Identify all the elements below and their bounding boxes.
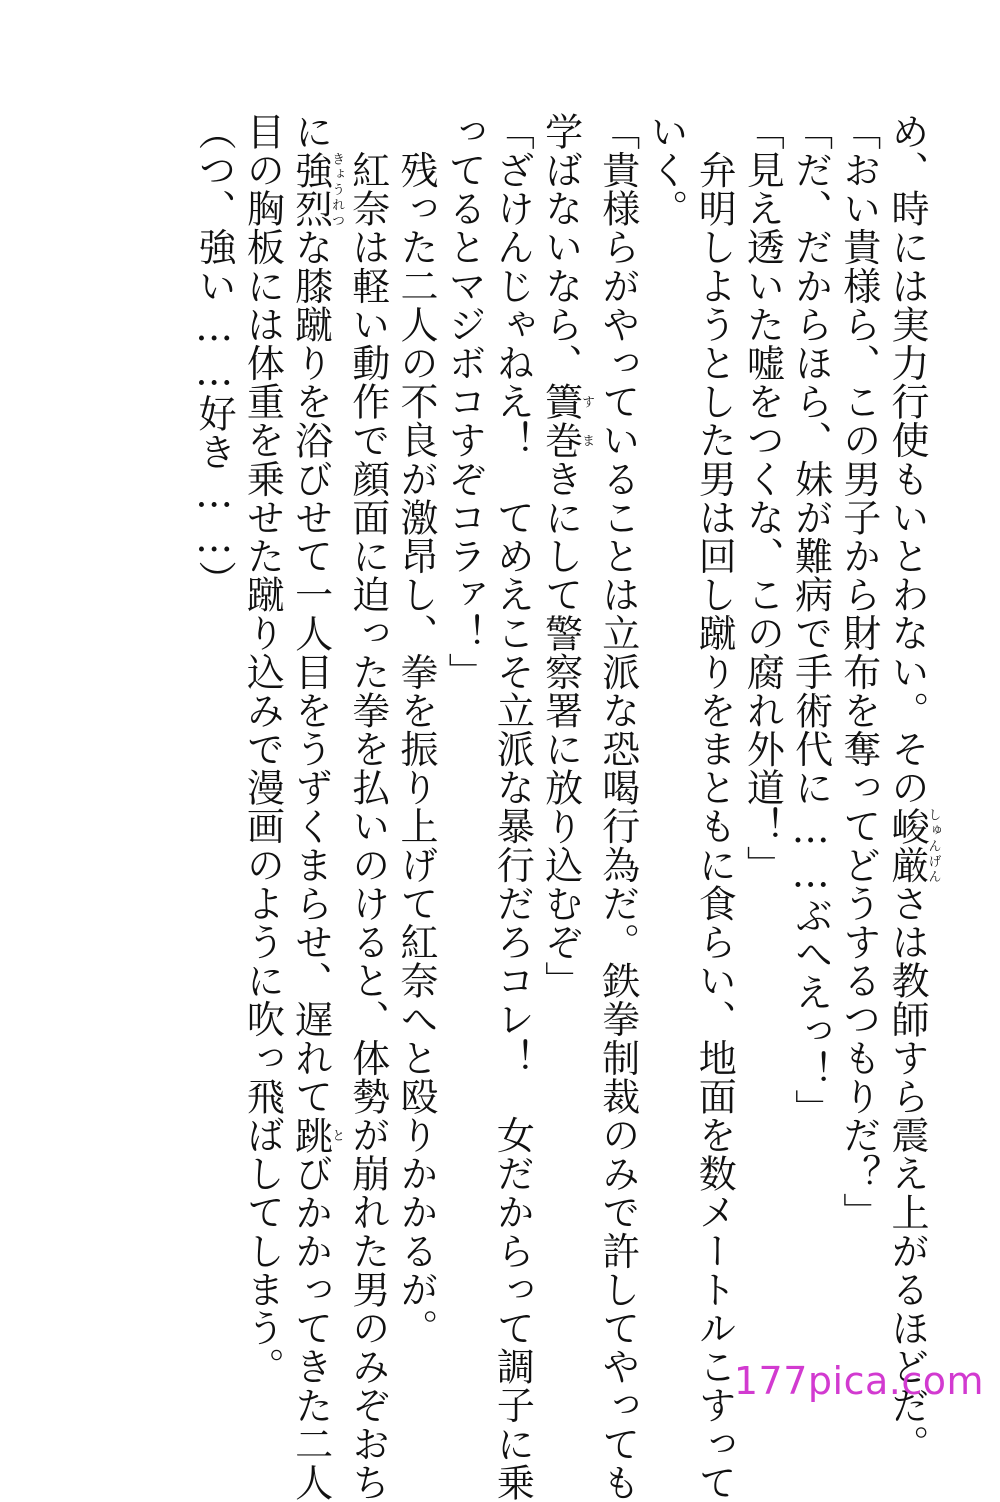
ruby-reading-ma: ま <box>579 420 595 460</box>
text-line-1-main: め、時には実力行使もいとわない。その <box>885 112 929 807</box>
ruby-base-shungen: 峻厳 <box>885 806 929 885</box>
ruby-reading-to: と <box>329 1115 345 1155</box>
ruby-reading-shungen: しゅんげん <box>925 806 941 885</box>
ruby-base-ma: 巻 <box>538 420 583 460</box>
ruby-reading-kyouretsu: きょうれつ <box>329 150 345 228</box>
text-line-9: 「ざけんじゃねえ！ てめえこそ立派な暴行だろコレ！ 女だからって調子に乗 <box>490 112 535 1502</box>
text-line-13-mid: な膝蹴りを浴びせて一人目をうずくまらせ、遅れて <box>288 227 333 1116</box>
ruby-shungen <box>885 806 941 885</box>
text-line-4: 「見え透いた嘘をつくな、この腐れ外道！」 <box>740 112 785 884</box>
text-line-7: 「貴様らがやっていることは立派な恐喝行為だ。鉄拳制裁のみで許してやっても <box>595 112 640 1502</box>
text-line-3: 「だ、だからほら、妹が難病で手術代に……ぶへえっ！」 <box>788 112 833 1128</box>
text-line-1-tail: さは教師すら震え上がるほどだ。 <box>885 884 929 1464</box>
ruby-reading-su: す <box>579 382 595 421</box>
ruby-kyouretsu <box>288 150 345 228</box>
text-line-1 <box>883 112 941 1464</box>
text-line-8-tail: きにして警察署に放り込むぞ」 <box>538 459 583 1000</box>
ruby-su <box>538 382 595 421</box>
text-line-14: 目の胸板には体重を乗せた蹴り込みで漫画のように吹っ飛ばしてしまう。 <box>240 112 285 1386</box>
text-line-11: 残った二人の不良が激昂し、拳を振り上げて紅奈へと殴りかかるが。 <box>393 112 438 1348</box>
text-line-8-main: 学ばないなら、 <box>538 112 583 383</box>
text-line-2: 「おい貴様ら、この男子から財布を奪ってどうするつもりだ？」 <box>836 112 881 1232</box>
ruby-base-su: 簀 <box>538 382 583 421</box>
text-line-13-tail: びかかってきた二人 <box>288 1154 333 1502</box>
text-line-13 <box>286 112 345 1502</box>
text-line-8 <box>536 112 593 1352</box>
watermark-text: 177pica.com <box>733 1359 984 1403</box>
text-line-5: 弁明しようとした男は回し蹴りをまともに食らい、地面を数メートルこすって <box>692 112 737 1502</box>
text-line-12: 紅奈は軽い動作で顔面に迫った拳を払いのけると、体勢が崩れた男のみぞおち <box>345 112 390 1502</box>
text-line-15: （つ、強い……好き……） <box>192 112 237 600</box>
ruby-ma <box>538 420 595 460</box>
ruby-to <box>288 1115 345 1155</box>
text-line-10: ってるとマジボコすぞコラァ！」 <box>442 112 487 691</box>
text-line-13-main: に <box>288 112 333 151</box>
ruby-base-kyouretsu: 強烈 <box>288 150 333 228</box>
ruby-base-to: 跳 <box>288 1115 333 1155</box>
text-line-6: いく。 <box>643 112 688 228</box>
